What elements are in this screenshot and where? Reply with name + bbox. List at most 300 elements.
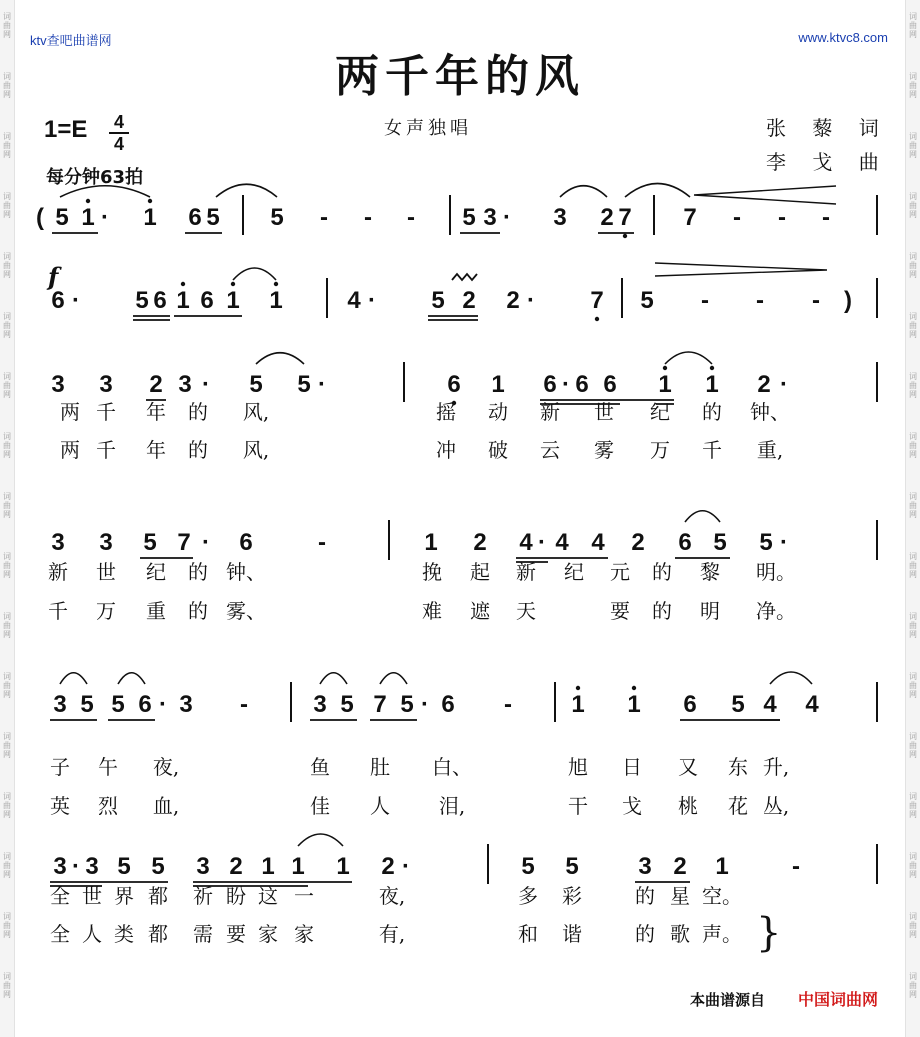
lyric-char: 世 [594,400,614,424]
time-bottom: 4 [113,134,124,154]
lyric-char: 要 [610,599,630,623]
note: 7 [177,529,191,556]
lyric-char: 又 [678,755,698,779]
lyric-char: 戈 [622,794,642,818]
slur [298,834,343,846]
lyric-char: 的 [652,599,672,623]
lyric-char: 的 [635,884,655,908]
note: 2 [600,204,614,231]
octave-dot-high [274,282,278,286]
note: 1 [705,371,719,398]
lyric-char: 彩 [562,884,582,908]
dot-mark: · [503,204,511,231]
lyric-char: 纪 [146,560,166,584]
watermark-text: 词 曲 网 [909,132,917,159]
lyricist-credit: 张 藜 词 [766,116,889,140]
slur [685,511,720,522]
lyric-char: 一 [294,884,314,908]
note: ) [844,287,852,314]
lyric-char: 纪 [650,400,670,424]
lyric-char: 需 [193,922,213,946]
lyric-char: 泪, [438,794,466,818]
slur [118,673,145,684]
note: 1 [424,529,438,556]
slur [60,186,150,197]
note: 2 [757,371,771,398]
note: 3 [553,204,567,231]
watermark-text: 词 曲 网 [3,372,11,399]
note: 6 [188,204,202,231]
watermark-text: 词 曲 网 [3,972,11,999]
octave-dot-high [86,199,90,203]
lyric-char: 起 [470,560,490,584]
lyric-char: 夜, [152,755,180,779]
watermark-text: 词 曲 网 [3,552,11,579]
lyric-line-1 [0,396,920,426]
lyric-char: 破 [488,438,508,462]
lyric-char: 动 [488,400,508,424]
lyric-char: 净。 [756,599,796,623]
note: 7 [683,204,697,231]
lyric-char: 重 [146,599,166,623]
octave-dot-high [148,199,152,203]
note: 3 [638,853,652,880]
note: 6 [683,691,697,718]
slur [560,186,607,197]
lyric-char: 千 [48,599,68,623]
hold-dash: - [318,529,326,556]
note: 3 [51,371,65,398]
note: 2 [673,853,687,880]
dot-mark: · [72,853,80,880]
lyric-line-6 [0,790,920,820]
note: 1 [491,371,505,398]
note: 1 [336,853,350,880]
lyric-char: 摇 [436,400,456,424]
lyric-char: 的 [188,400,208,424]
lyric-char: 风, [242,400,270,424]
note: 2 [506,287,520,314]
watermark-text: 词 曲 网 [3,312,11,339]
lyric-char: 谐 [562,922,582,946]
note: 5 [713,529,727,556]
slur [380,673,407,684]
note: 2 [473,529,487,556]
watermark-text: 词 曲 网 [909,12,917,39]
lyric-char: 年 [146,438,166,462]
watermark-text: 词 曲 网 [909,612,917,639]
lyric-char: 的 [702,400,722,424]
note: 4 [763,691,777,718]
dot-mark: · [421,691,429,718]
octave-dot-low [595,317,599,321]
octave-dot-high [181,282,185,286]
watermark-text: 词 曲 网 [3,852,11,879]
octave-dot-low [623,234,627,238]
note: 5 [117,853,131,880]
lyric-char: 挽 [422,560,442,584]
watermark-text: 词 曲 网 [3,672,11,699]
note: 4 [591,529,605,556]
lyric-char: 干 [568,794,588,818]
watermark-text: 词 曲 网 [3,192,11,219]
octave-dot-high [576,686,580,690]
watermark-text: 词 曲 网 [909,972,917,999]
lyric-char: 难 [422,599,442,623]
crescendo-hairpin [694,186,836,204]
note: 5 [143,529,157,556]
lyric-line-5 [0,751,920,781]
note: 4 [519,529,533,556]
watermark-text: 词 曲 网 [3,12,11,39]
slur [60,673,87,684]
lyric-char: 全 [50,884,70,908]
lyric-line-8 [0,918,920,948]
hold-dash: - [407,204,415,231]
note: 5 [55,204,69,231]
note: 5 [759,529,773,556]
watermark-text: 词 曲 网 [909,672,917,699]
lyric-char: 日 [622,755,642,779]
lyric-char: 的 [652,560,672,584]
lyric-char: 人 [82,922,102,946]
footer-site: 中国词曲网 [798,990,879,1009]
hold-dash: - [812,287,820,314]
octave-dot-high [231,282,235,286]
note: 3 [53,853,67,880]
dot-mark: · [780,371,788,398]
lyric-char: 声。 [702,922,742,946]
note: 2 [229,853,243,880]
slur [233,268,276,280]
dot-mark: · [318,371,326,398]
watermark-text: 词 曲 网 [909,852,917,879]
note: 1 [571,691,585,718]
lyric-char: 英 [50,794,70,818]
lyric-char: 要 [226,922,246,946]
lyric-char: 子 [50,755,70,779]
note: 2 [381,853,395,880]
lyric-char: 祈 [193,884,213,908]
lyric-char: 午 [98,755,118,779]
watermark-text: 词 曲 网 [3,132,11,159]
watermark-text: 词 曲 网 [909,192,917,219]
system-6 [53,844,877,884]
note: 2 [631,529,645,556]
hold-dash: - [364,204,372,231]
dot-mark: · [72,287,80,314]
hold-dash: - [822,204,830,231]
note: 4 [347,287,361,314]
watermark-text: 词 曲 网 [909,432,917,459]
lyric-line-2 [0,434,920,464]
note: 5 [462,204,476,231]
source-left: ktv查吧曲谱网 [30,33,112,48]
note: 5 [731,691,745,718]
watermark-text: 词 曲 网 [3,792,11,819]
lyric-char: 千 [702,438,722,462]
lyric-char: 花 [728,794,748,818]
note: 5 [400,691,414,718]
lyric-char: 鱼 [310,755,330,779]
lyric-char: 新 [48,560,68,584]
dot-mark: · [780,529,788,556]
note: 6 [138,691,152,718]
lyric-char: 世 [96,560,116,584]
slur [256,353,304,364]
octave-dot-high [663,366,667,370]
hold-dash: - [504,691,512,718]
lyric-char: 佳 [310,794,330,818]
note: 6 [678,529,692,556]
lyric-char: 家 [294,922,314,946]
hold-dash: - [320,204,328,231]
slur [665,352,712,364]
note: 1 [291,853,305,880]
hold-dash: - [778,204,786,231]
note: ( [36,204,44,231]
verse-brace: } [756,910,782,956]
note: 6 [153,287,167,314]
lyric-char: 这 [258,884,278,908]
note: 3 [483,204,497,231]
slur [770,672,812,684]
note: 1 [226,287,240,314]
watermark-text: 词 曲 网 [3,912,11,939]
note: 5 [270,204,284,231]
note: 2 [462,287,476,314]
lyric-char: 类 [114,922,134,946]
lyric-char: 遮 [470,599,490,623]
note: 7 [373,691,387,718]
watermark-text: 词 曲 网 [909,372,917,399]
tempo-marking: 每分钟63拍 [46,167,144,188]
lyric-char: 肚 [370,755,390,779]
lyric-char: 人 [370,794,390,818]
slur [625,184,690,198]
lyric-char: 千 [96,438,116,462]
lyric-char: 万 [650,438,670,462]
watermark-text: 词 曲 网 [3,612,11,639]
lyric-char: 千 [96,400,116,424]
dot-mark: · [202,529,210,556]
note: 5 [206,204,220,231]
dot-mark: · [527,287,535,314]
performance-style: 女声独唱 [384,118,472,139]
dot-mark: · [368,287,376,314]
note: 1 [176,287,190,314]
watermark-text: 词 曲 网 [3,72,11,99]
watermark-text: 词 曲 网 [909,552,917,579]
lyric-char: 重, [756,438,784,462]
key-signature: 1=E [44,116,88,143]
note: 3 [99,529,113,556]
note: 6 [447,371,461,398]
hold-dash: - [733,204,741,231]
lyric-char: 钟、 [750,400,790,424]
note: 3 [179,691,193,718]
note: 5 [565,853,579,880]
lyric-char: 新 [540,400,560,424]
lyric-char: 全 [50,922,70,946]
lyric-char: 旭 [568,755,588,779]
lyric-char: 年 [146,400,166,424]
note: 5 [249,371,263,398]
decrescendo-hairpin [655,263,827,276]
dot-mark: · [202,371,210,398]
lyric-char: 烈 [98,794,118,818]
note: 3 [178,371,192,398]
note: 1 [81,204,95,231]
watermark-text: 词 曲 网 [3,252,11,279]
time-top: 4 [113,112,124,132]
note: 5 [521,853,535,880]
lyric-char: 的 [188,560,208,584]
lyric-char: 空。 [702,884,742,908]
note: 5 [151,853,165,880]
note: 5 [111,691,125,718]
note: 6 [200,287,214,314]
lyric-char: 元 [610,560,630,584]
lyric-char: 界 [114,884,134,908]
lyric-char: 纪 [564,560,584,584]
note: 3 [85,853,99,880]
lyric-char: 白、 [432,755,472,779]
note: 7 [590,287,604,314]
lyric-line-4 [0,595,920,625]
lyric-line-7 [0,880,920,910]
slur [216,184,277,197]
note: 3 [53,691,67,718]
lyric-char: 冲 [436,438,456,462]
note: 6 [575,371,589,398]
watermark-text: 词 曲 网 [909,492,917,519]
lyric-char: 血, [152,794,180,818]
lyric-char: 明 [700,599,720,623]
song-title: 两千年的风 [335,51,585,102]
note: 4 [555,529,569,556]
lyric-char: 明。 [756,560,796,584]
lyric-char: 多 [518,884,538,908]
lyric-char: 有, [378,922,406,946]
note: 2 [149,371,163,398]
lyric-char: 歌 [670,922,690,946]
note: 6 [239,529,253,556]
lyric-char: 黎 [700,560,720,584]
dot-mark: · [538,529,546,556]
watermark-text: 词 曲 网 [3,492,11,519]
lyric-char: 都 [148,884,168,908]
lyric-char: 两 [60,400,80,424]
watermark-text: 词 曲 网 [909,72,917,99]
note: 4 [805,691,819,718]
lyric-char: 桃 [678,794,698,818]
lyric-char: 都 [148,922,168,946]
note: 5 [640,287,654,314]
note: 1 [261,853,275,880]
watermark-text: 词 曲 网 [909,312,917,339]
hold-dash: - [756,287,764,314]
note: 3 [313,691,327,718]
dot-mark: · [402,853,410,880]
note: 3 [51,529,65,556]
system-1 [36,195,877,238]
lyric-char: 夜, [378,884,406,908]
lyric-char: 世 [82,884,102,908]
lyric-char: 丛, [762,794,790,818]
note: 3 [196,853,210,880]
note: 5 [80,691,94,718]
ornament-mark [452,274,477,280]
note: 3 [99,371,113,398]
lyric-char: 新 [516,560,536,584]
hold-dash: - [240,691,248,718]
lyric-char: 钟、 [226,560,266,584]
note: 6 [51,287,65,314]
system-5 [53,682,877,722]
lyric-char: 和 [518,922,538,946]
dot-mark: · [159,691,167,718]
watermark-text: 词 曲 网 [909,912,917,939]
note: 1 [269,287,283,314]
watermark-text: 词 曲 网 [3,732,11,759]
lyric-char: 两 [60,438,80,462]
watermark-text: 词 曲 网 [909,792,917,819]
note: 5 [431,287,445,314]
lyric-char: 万 [96,599,116,623]
note: 5 [297,371,311,398]
note: 6 [603,371,617,398]
dot-mark: · [101,204,109,231]
composer-credit: 李 戈 曲 [766,150,889,174]
lyric-char: 盼 [226,884,246,908]
note: 6 [441,691,455,718]
lyric-line-3 [0,556,920,586]
lyric-char: 的 [188,438,208,462]
lyric-char: 雾、 [226,599,266,623]
octave-dot-high [710,366,714,370]
note: 1 [715,853,729,880]
lyric-char: 风, [242,438,270,462]
note: 5 [135,287,149,314]
lyric-char: 东 [728,755,748,779]
watermark-text: 词 曲 网 [909,732,917,759]
note: 1 [658,371,672,398]
note: 1 [143,204,157,231]
source-right: www.ktvc8.com [798,30,888,45]
lyric-char: 云 [540,438,560,462]
lyric-char: 的 [635,922,655,946]
lyric-char: 天 [516,599,536,623]
footer-label: 本曲谱源自 [690,991,766,1009]
system-2 [51,278,877,321]
lyric-char: 星 [670,884,690,908]
hold-dash: - [792,853,800,880]
octave-dot-high [632,686,636,690]
lyric-char: 雾 [594,438,614,462]
note: 5 [340,691,354,718]
note: 1 [627,691,641,718]
hold-dash: - [701,287,709,314]
dot-mark: · [562,371,570,398]
note: 6 [543,371,557,398]
dynamic-marking: f [48,262,59,291]
watermark-text: 词 曲 网 [909,252,917,279]
slur [320,673,347,684]
lyric-char: 的 [188,599,208,623]
watermark-text: 词 曲 网 [3,432,11,459]
note: 7 [618,204,632,231]
